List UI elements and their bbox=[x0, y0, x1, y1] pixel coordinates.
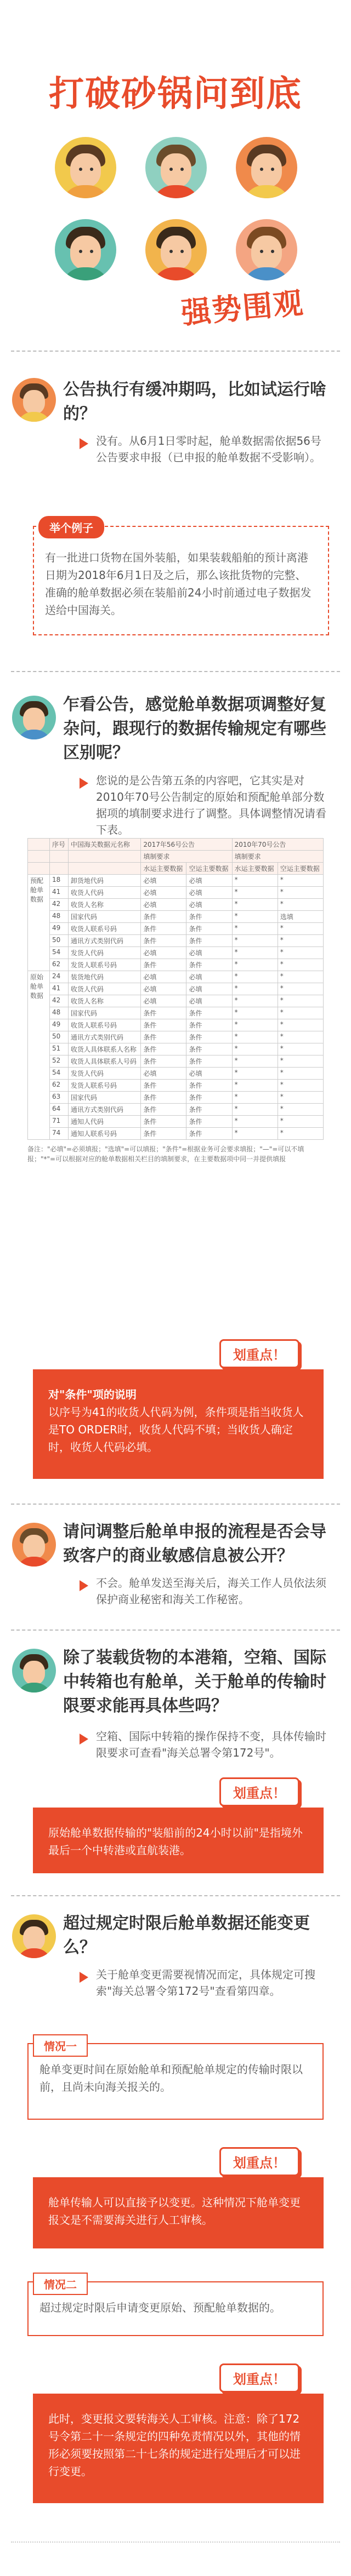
table-cell: 收货人名称 bbox=[68, 995, 140, 1007]
table-note: 备注："必填"=必须填报；"选填"=可以填报；"条件"=根据业务可会要求填报；"—"=可以不填报；"*"=可以根据对应的舱单数据相关栏目的填制要求，在主要数据项中同一并提供填报 bbox=[27, 1145, 304, 1163]
table-subheader: 水运主要数据 bbox=[232, 863, 278, 875]
table-cell: * bbox=[232, 923, 278, 935]
table-cell: 42 bbox=[50, 995, 69, 1007]
table-cell: 条件 bbox=[186, 1055, 232, 1068]
table-row bbox=[28, 1068, 324, 1080]
table-header: 2010年70号公告 bbox=[232, 839, 323, 851]
table-row bbox=[28, 1031, 324, 1043]
table-cell: 条件 bbox=[186, 1019, 232, 1031]
table-row bbox=[28, 935, 324, 947]
table-row bbox=[28, 1104, 324, 1116]
table-header: 序号 bbox=[50, 839, 69, 851]
table-row bbox=[28, 947, 324, 959]
avatar-2 bbox=[145, 137, 207, 198]
table-subheader: 填制要求 bbox=[232, 851, 323, 863]
table-group-label: 原始舱单数据 bbox=[28, 971, 50, 1140]
table-cell: * bbox=[278, 887, 323, 899]
table-cell: 54 bbox=[50, 1068, 69, 1080]
table-cell: 71 bbox=[50, 1116, 69, 1128]
table-cell: 发货人代码 bbox=[68, 947, 140, 959]
table-row bbox=[28, 995, 324, 1007]
table-row bbox=[28, 1116, 324, 1128]
table-cell: 收货人联系号码 bbox=[68, 1019, 140, 1031]
q5-answer: 关于舱单变更需要视情况而定，具体规定可搜索"海关总署令第172号"查看第四章。 bbox=[96, 1968, 315, 1998]
table-row bbox=[28, 1128, 324, 1140]
table-cell: 条件 bbox=[186, 935, 232, 947]
table-cell: 发货人联系号码 bbox=[68, 959, 140, 971]
q2-highlight-tag: 划重点！ bbox=[219, 1339, 299, 1368]
table-cell: * bbox=[232, 1068, 278, 1080]
table-cell: 条件 bbox=[186, 911, 232, 923]
table-cell: 必填 bbox=[141, 875, 186, 887]
table-cell: * bbox=[232, 1116, 278, 1128]
table-cell: 条件 bbox=[141, 959, 186, 971]
table-cell: 通讯方式类别代码 bbox=[68, 1104, 140, 1116]
table-subheader: 空运主要数据 bbox=[186, 863, 232, 875]
table-cell: 必填 bbox=[186, 899, 232, 911]
table-cell: * bbox=[232, 995, 278, 1007]
table-cell: 条件 bbox=[186, 1043, 232, 1055]
q3-avatar bbox=[12, 1523, 56, 1567]
table-cell: 通知人联系号码 bbox=[68, 1128, 140, 1140]
table-cell: 收货人具体联系人名称 bbox=[68, 1043, 140, 1055]
table-cell: * bbox=[232, 1128, 278, 1140]
table-row bbox=[28, 971, 324, 983]
q5-case2-tag: 情况二 bbox=[33, 2273, 88, 2295]
table-cell: 必填 bbox=[186, 995, 232, 1007]
table-cell: * bbox=[232, 887, 278, 899]
arrow-icon bbox=[80, 1580, 88, 1591]
table-cell: * bbox=[232, 1031, 278, 1043]
q3-question: 请问调整后舱单申报的流程是否会导致客户的商业敏感信息被公开？ bbox=[63, 1522, 326, 1565]
table-cell: 必填 bbox=[141, 887, 186, 899]
table-cell: * bbox=[232, 1092, 278, 1104]
arrow-icon bbox=[80, 438, 88, 449]
table-cell: 必填 bbox=[186, 1068, 232, 1080]
table-row bbox=[28, 899, 324, 911]
avatar-4 bbox=[55, 219, 116, 280]
comparison-table-wrap bbox=[27, 838, 335, 1164]
q2-answer: 您说的是公告第五条的内容吧，它其实是对2010年70号公告制定的原始和预配舱单部分数据项的填制要求进行了调整。具体调整情况请看下表。 bbox=[96, 774, 326, 836]
q1-example-text: 有一批进口货物在国外装船，如果装载船舶的预计离港日期为2018年6月1日及之后，那么该批货物的完整、准确的舱单数据必须在装船前24小时前通过电子数据发送给中国海关。 bbox=[45, 551, 312, 617]
table-cell: 条件 bbox=[141, 1128, 186, 1140]
table-cell: 条件 bbox=[141, 1031, 186, 1043]
table-cell: 条件 bbox=[141, 923, 186, 935]
table-row bbox=[28, 1043, 324, 1055]
table-cell: * bbox=[232, 947, 278, 959]
table-cell: * bbox=[232, 911, 278, 923]
table-cell: * bbox=[278, 899, 323, 911]
table-cell: 条件 bbox=[141, 1019, 186, 1031]
table-row bbox=[28, 1080, 324, 1092]
table-cell: * bbox=[232, 1104, 278, 1116]
table-cell: 必填 bbox=[186, 983, 232, 995]
table-cell: 卸货地代码 bbox=[68, 875, 140, 887]
bottom-divider bbox=[11, 2541, 340, 2543]
table-cell: * bbox=[278, 1116, 323, 1128]
table-cell: * bbox=[232, 1019, 278, 1031]
table-cell: 必填 bbox=[141, 947, 186, 959]
table-cell: 国家代码 bbox=[68, 1092, 140, 1104]
table-cell: * bbox=[232, 935, 278, 947]
table-cell: 48 bbox=[50, 1007, 69, 1019]
table-cell: * bbox=[278, 1043, 323, 1055]
table-row bbox=[28, 887, 324, 899]
table-cell: 18 bbox=[50, 875, 69, 887]
table-cell: 50 bbox=[50, 1031, 69, 1043]
divider bbox=[11, 351, 340, 352]
table-cell: 必填 bbox=[141, 995, 186, 1007]
table-cell: 条件 bbox=[186, 1104, 232, 1116]
table-cell: 条件 bbox=[141, 1043, 186, 1055]
arrow-icon bbox=[80, 1734, 88, 1745]
table-cell: 49 bbox=[50, 923, 69, 935]
table-cell: * bbox=[232, 959, 278, 971]
table-cell: * bbox=[232, 1043, 278, 1055]
table-row bbox=[28, 1007, 324, 1019]
table-cell: * bbox=[278, 947, 323, 959]
q5-highlight1-tag: 划重点！ bbox=[219, 2147, 299, 2176]
avatar-3 bbox=[236, 137, 297, 198]
page-subtitle: 强势围观 bbox=[180, 285, 305, 331]
table-cell: 必填 bbox=[141, 899, 186, 911]
table-cell: 条件 bbox=[141, 1080, 186, 1092]
table-cell: 发货人代码 bbox=[68, 1068, 140, 1080]
q5-question: 超过规定时限后舱单数据还能变更么？ bbox=[63, 1914, 310, 1957]
q4-highlight-tag: 划重点！ bbox=[219, 1777, 299, 1806]
table-row bbox=[28, 959, 324, 971]
table-cell: 装货地代码 bbox=[68, 971, 140, 983]
table-cell: * bbox=[278, 1007, 323, 1019]
page-title: 打破砂锅问到底 bbox=[49, 74, 302, 114]
q1-example-box bbox=[33, 526, 329, 635]
table-row bbox=[28, 1055, 324, 1068]
table-row bbox=[28, 1092, 324, 1104]
table-cell: 24 bbox=[50, 971, 69, 983]
table-row bbox=[28, 1019, 324, 1031]
q5-highlight2-text: 此时，变更报文要转海关人工审核。注意：除了172号令第二十一条规定的四种免责情况以外，其他的情形必须要按照第二十七条的规定进行处理后才可以进行变更。 bbox=[48, 2412, 301, 2478]
table-cell: 条件 bbox=[186, 959, 232, 971]
table-cell: 62 bbox=[50, 959, 69, 971]
table-group-label: 预配舱单数据 bbox=[28, 875, 50, 971]
table-header: 中国海关数据元名称 bbox=[68, 839, 140, 851]
table-cell: 收货人代码 bbox=[68, 887, 140, 899]
table-cell: 条件 bbox=[141, 935, 186, 947]
q2-highlight-box bbox=[33, 1369, 324, 1479]
table-cell: 发货人联系号码 bbox=[68, 1080, 140, 1092]
table-row bbox=[28, 983, 324, 995]
q5-highlight2-box bbox=[33, 2394, 324, 2503]
table-cell: * bbox=[232, 1080, 278, 1092]
table-cell: * bbox=[278, 983, 323, 995]
q2-question: 乍看公告，感觉舱单数据项调整好复杂问，跟现行的数据传输规定有哪些区别呢？ bbox=[63, 695, 326, 762]
avatar-1 bbox=[55, 137, 116, 198]
q5-case2-text: 超过规定时限后申请变更原始、预配舱单数据的。 bbox=[39, 2301, 281, 2314]
table-cell: * bbox=[278, 971, 323, 983]
q4-answer: 空箱、国际中转箱的操作保持不变，具体传输时限要求可查看"海关总署令第172号"。 bbox=[96, 1730, 326, 1759]
table-cell: * bbox=[232, 1055, 278, 1068]
table-subheader: 填制要求 bbox=[141, 851, 232, 863]
table-header bbox=[28, 839, 50, 851]
table-cell: * bbox=[278, 935, 323, 947]
table-cell: 条件 bbox=[141, 1055, 186, 1068]
divider bbox=[11, 1895, 340, 1896]
q2-highlight-text: 以序号为41的收货人代码为例，条件项是指当收货人是TO ORDER时，收货人代码不填；当收货人确定时，收货人代码必填。 bbox=[48, 1405, 304, 1454]
table-row bbox=[28, 875, 324, 887]
table-cell: 48 bbox=[50, 911, 69, 923]
table-cell: 必填 bbox=[186, 887, 232, 899]
table-cell: 必填 bbox=[141, 983, 186, 995]
table-cell: 国家代码 bbox=[68, 911, 140, 923]
table-cell: 63 bbox=[50, 1092, 69, 1104]
q3-answer: 不会。舱单发送至海关后，海关工作人员依法须保护商业秘密和海关工作秘密。 bbox=[96, 1576, 326, 1606]
table-cell: 50 bbox=[50, 935, 69, 947]
table-cell: 条件 bbox=[141, 1104, 186, 1116]
table-cell: 收货人联系号码 bbox=[68, 923, 140, 935]
table-cell: 条件 bbox=[141, 1007, 186, 1019]
table-cell: 必填 bbox=[141, 1068, 186, 1080]
table-cell: * bbox=[278, 995, 323, 1007]
table-cell: 国家代码 bbox=[68, 1007, 140, 1019]
q5-case1-text: 舱单变更时间在原始舱单和预配舱单规定的传输时限以前，且尚未向海关报关的。 bbox=[39, 2063, 303, 2093]
table-cell: 49 bbox=[50, 1019, 69, 1031]
table-cell: 条件 bbox=[186, 923, 232, 935]
table-cell: 62 bbox=[50, 1080, 69, 1092]
table-cell: 必填 bbox=[141, 971, 186, 983]
table-cell: 条件 bbox=[186, 1007, 232, 1019]
table-cell: * bbox=[278, 1092, 323, 1104]
table-cell: 41 bbox=[50, 887, 69, 899]
table-cell: 必填 bbox=[186, 971, 232, 983]
table-cell: 条件 bbox=[186, 1031, 232, 1043]
q2-avatar bbox=[12, 696, 56, 739]
table-cell: * bbox=[232, 899, 278, 911]
table-cell: 条件 bbox=[186, 1092, 232, 1104]
q1-example-tag: 举个例子 bbox=[38, 516, 104, 538]
q4-highlight-text: 原始舱单数据传输的"装船前的24小时以前"是指境外最后一个中转港或直航装港。 bbox=[48, 1826, 303, 1857]
table-cell: 条件 bbox=[141, 1116, 186, 1128]
table-cell: * bbox=[232, 971, 278, 983]
table-cell: 通知人代码 bbox=[68, 1116, 140, 1128]
table-row bbox=[28, 911, 324, 923]
table-cell: 41 bbox=[50, 983, 69, 995]
q5-highlight1-text: 舱单传输人可以直接予以变更。这种情况下舱单变更报文是不需要海关进行人工审核。 bbox=[48, 2196, 301, 2227]
table-cell: * bbox=[278, 923, 323, 935]
table-cell: 54 bbox=[50, 947, 69, 959]
table-cell: * bbox=[232, 983, 278, 995]
table-cell: 条件 bbox=[141, 911, 186, 923]
q1-question: 公告执行有缓冲期吗，比如试运行啥的？ bbox=[63, 380, 326, 423]
table-cell: 通讯方式类别代码 bbox=[68, 1031, 140, 1043]
q4-avatar bbox=[12, 1649, 56, 1693]
q5-avatar bbox=[12, 1914, 56, 1958]
table-cell: * bbox=[232, 1007, 278, 1019]
table-cell: 必填 bbox=[186, 875, 232, 887]
table-cell: 条件 bbox=[186, 1128, 232, 1140]
table-subheader: 水运主要数据 bbox=[141, 863, 186, 875]
table-cell: * bbox=[278, 1031, 323, 1043]
table-cell: 选填 bbox=[278, 911, 323, 923]
divider bbox=[11, 1630, 340, 1631]
table-cell: * bbox=[278, 1055, 323, 1068]
arrow-icon bbox=[80, 1972, 88, 1983]
avatar-5 bbox=[145, 219, 207, 280]
table-cell: 64 bbox=[50, 1104, 69, 1116]
q2-highlight-title: 对"条件"项的说明 bbox=[48, 1388, 137, 1401]
table-cell: * bbox=[278, 959, 323, 971]
divider bbox=[11, 1504, 340, 1505]
table-cell: 条件 bbox=[186, 1116, 232, 1128]
q4-highlight-box bbox=[33, 1808, 324, 1873]
table-row bbox=[28, 923, 324, 935]
q1-avatar bbox=[12, 378, 56, 422]
divider bbox=[11, 671, 340, 672]
table-cell: 通讯方式类别代码 bbox=[68, 935, 140, 947]
table-cell: 收货人名称 bbox=[68, 899, 140, 911]
avatar-6 bbox=[236, 219, 297, 280]
table-cell: * bbox=[278, 1068, 323, 1080]
table-cell: 51 bbox=[50, 1043, 69, 1055]
table-subheader: 空运主要数据 bbox=[278, 863, 323, 875]
q5-highlight1-box bbox=[33, 2177, 324, 2248]
table-cell: 条件 bbox=[186, 1080, 232, 1092]
q5-highlight2-tag: 划重点！ bbox=[219, 2363, 299, 2393]
table-header: 2017年56号公告 bbox=[141, 839, 232, 851]
table-cell: * bbox=[278, 1019, 323, 1031]
table-cell: 条件 bbox=[141, 1092, 186, 1104]
table-cell: 收货人具体联系人号码 bbox=[68, 1055, 140, 1068]
arrow-icon bbox=[80, 778, 88, 789]
q4-question: 除了装载货物的本港箱，空箱、国际中转箱也有舱单，关于舱单的传输时限要求能再具体些吗？ bbox=[63, 1648, 326, 1716]
table-cell: * bbox=[278, 1104, 323, 1116]
table-cell: 52 bbox=[50, 1055, 69, 1068]
table-cell: * bbox=[278, 1080, 323, 1092]
q5-case1-tag: 情况一 bbox=[33, 2034, 88, 2057]
table-cell: 收货人代码 bbox=[68, 983, 140, 995]
table-cell: * bbox=[278, 875, 323, 887]
table-cell: 42 bbox=[50, 899, 69, 911]
table-cell: 必填 bbox=[186, 947, 232, 959]
table-cell: * bbox=[232, 875, 278, 887]
table-cell: * bbox=[278, 1128, 323, 1140]
comparison-table bbox=[27, 838, 324, 1140]
table-cell: 74 bbox=[50, 1128, 69, 1140]
q1-answer: 没有。从6月1日零时起，舱单数据需依据56号公告要求申报（已申报的舱单数据不受影响）。 bbox=[96, 434, 321, 464]
